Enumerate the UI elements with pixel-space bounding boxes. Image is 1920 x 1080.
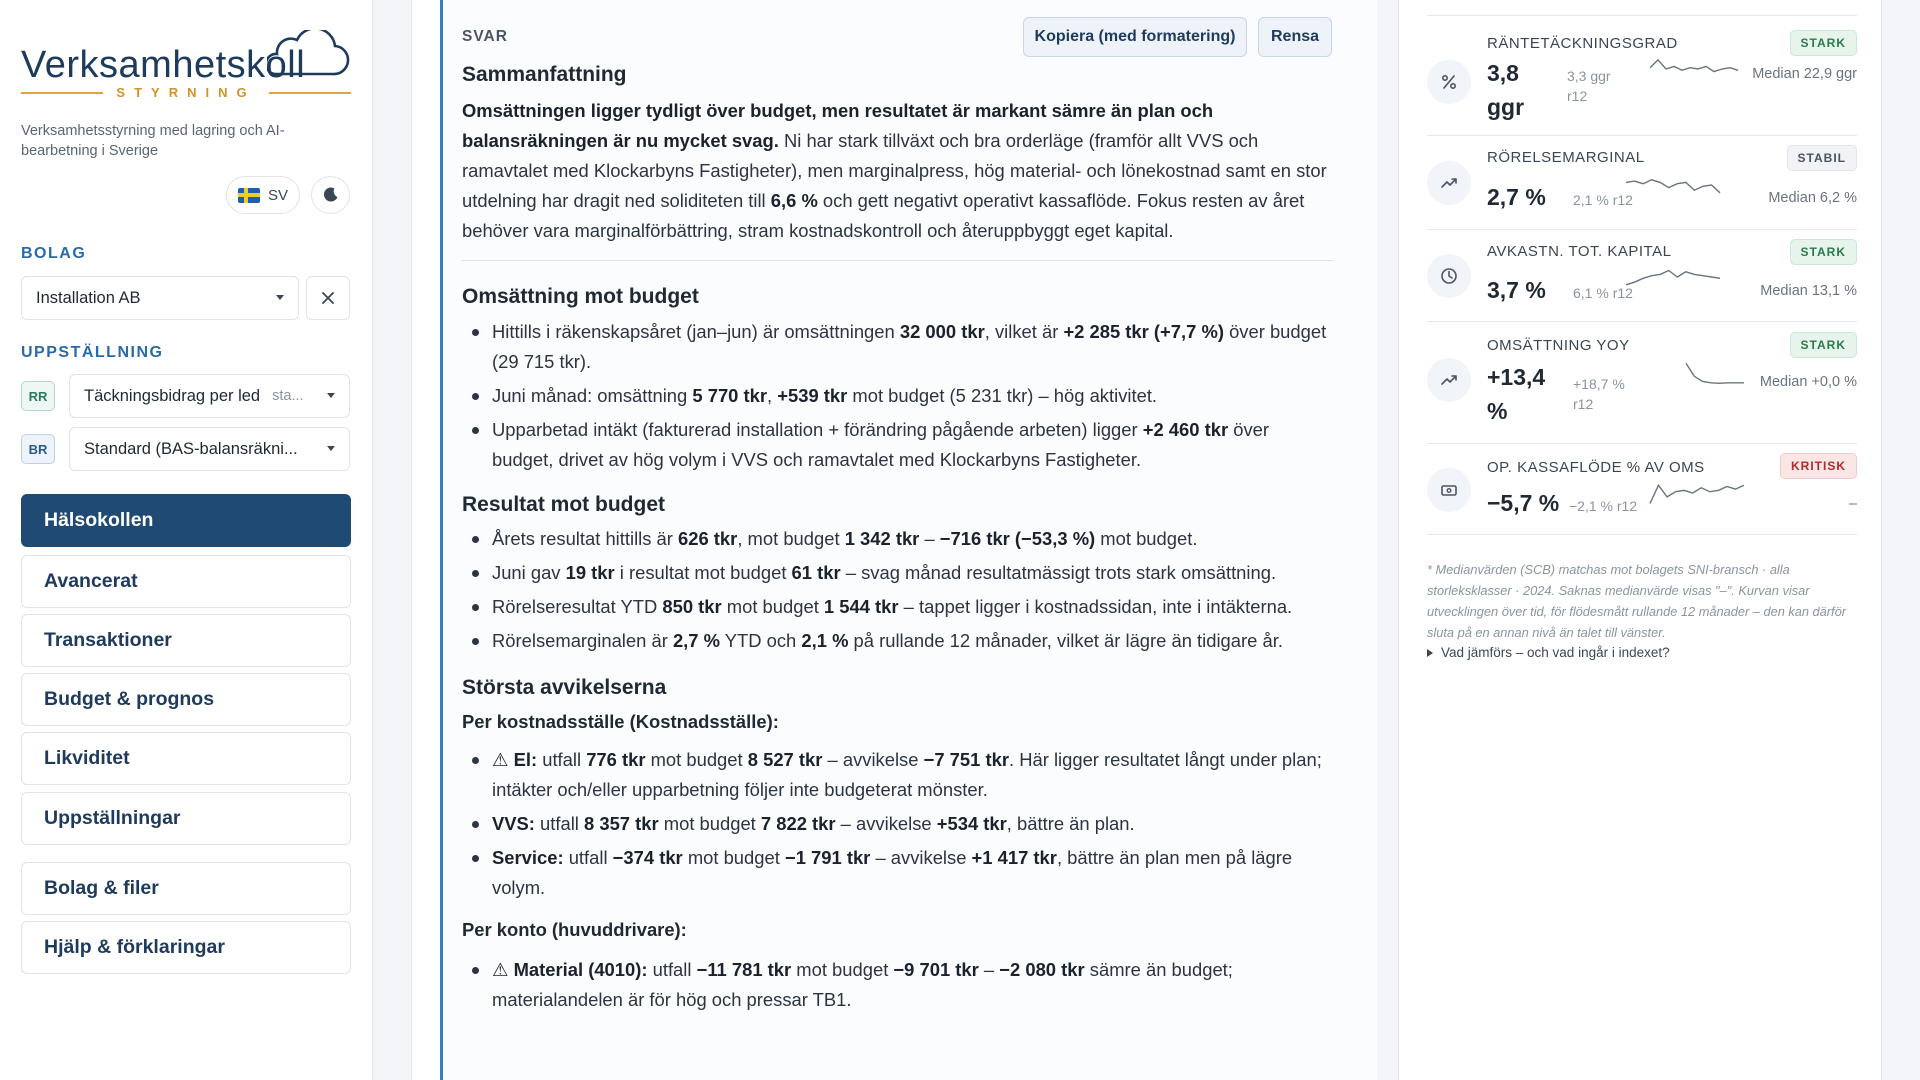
layout-label: UPPSTÄLLNING [21, 344, 164, 361]
result-heading: Resultat mot budget [462, 493, 665, 516]
br-layout-select[interactable] [69, 427, 350, 471]
cloud-icon [267, 30, 351, 80]
logo-wordmark: Verksamhetskoll [21, 44, 306, 86]
language-button[interactable] [226, 176, 300, 214]
account-heading: Per konto (huvuddrivare): [462, 919, 687, 940]
kpi-sparkline [1685, 360, 1745, 390]
logo-line-right [269, 92, 351, 94]
chevron-down-icon [276, 295, 284, 300]
kpi-sparkline [1625, 170, 1721, 200]
nav-halsokollen[interactable]: Hälsokollen [21, 494, 351, 547]
kpi-panel [1398, 0, 1882, 1080]
status-badge: STABIL [1787, 145, 1857, 171]
rr-layout-value: Täckningsbidrag per led [84, 386, 261, 405]
sparkline-path [1650, 60, 1738, 72]
list-item: Rörelsemarginalen är 2,7 % YTD och 2,1 % på rullande 12 månader, vilket är lägre än tidigare år. [462, 626, 1334, 656]
summary-heading: Sammanfattning [462, 63, 627, 86]
status-badge: STARK [1790, 332, 1857, 358]
language-code: SV [267, 186, 288, 204]
company-label: BOLAG [21, 245, 87, 262]
logo-subtitle: STYRNING [116, 85, 256, 100]
kpi-median: – [1848, 496, 1857, 512]
kpi-value: 3,8 ggr [1487, 60, 1525, 120]
kpi-sparkline [1649, 54, 1739, 84]
list-item: Rörelseresultat YTD 850 tkr mot budget 1 544 tkr – tappet ligger i kostnadssidan, inte i intäkterna. [462, 592, 1334, 622]
nav-likviditet[interactable]: Likviditet [21, 732, 351, 785]
kpi-name: RÄNTETÄCKNINGSGRAD [1487, 35, 1678, 52]
list-item: Upparbetad intäkt (fakturerad installation + förändring pågående arbeten) ligger +2 460 tkr över budget, drivet av hög volym i VVS och ramavtalet med Klockarbyns Fastigheter. [462, 415, 1334, 475]
percent-icon [1427, 60, 1471, 104]
copy-formatted-button[interactable]: Kopiera (med formatering) [1023, 17, 1247, 57]
result-list [462, 524, 1334, 656]
kpi-row-revenue-yoy[interactable] [1427, 321, 1857, 443]
kpi-row-interest-coverage[interactable] [1427, 15, 1857, 135]
company-value: Installation AB [36, 288, 141, 307]
sweden-flag-icon [238, 188, 260, 203]
br-layout-value: Standard (BAS-balansräkni... [84, 439, 298, 458]
company-select[interactable] [21, 276, 299, 320]
list-item: Årets resultat hittills är 626 tkr, mot budget 1 342 tkr – −716 tkr (−53,3 %) mot budget. [462, 524, 1334, 554]
kpi-previous: +18,7 % r12 [1573, 376, 1625, 412]
list-item: ⚠ El: utfall 776 tkr mot budget 8 527 tkr – avvikelse −7 751 tkr. Här ligger resultatet långt under plan; intäkter och/eller upparbetning följer inte budgeterat mönster. [462, 745, 1334, 805]
kpi-row-return-on-assets[interactable] [1427, 229, 1857, 321]
close-icon [321, 291, 335, 305]
rr-layout-hint: sta... [272, 388, 304, 404]
summary-paragraph: Omsättningen ligger tydligt över budget, men resultatet är markant sämre än plan och balansräkningen är nu mycket svag. Ni har stark tillväxt och bra orderläge (framför allt VVS och ramavtalet med Klockarbyns Fastigheter), men marginalpress, hög material- och lönekostnad samt en stor utdelning har dragit ned soliditeten till 6,6 % och gett negativt operativt kassaflöde. Fokus resten av året behöver vara marginalförbättring, stram kostnadskontroll och återuppbyggt eget kapital. [462, 100, 1327, 241]
list-item: Juni månad: omsättning 5 770 tkr, +539 tkr mot budget (5 231 tkr) – hög aktivitet. [462, 381, 1334, 411]
gauge-icon [1427, 254, 1471, 298]
kpi-previous: 6,1 % r12 [1573, 285, 1633, 301]
kpi-name: AVKASTN. TOT. KAPITAL [1487, 243, 1672, 260]
kpi-value: 2,7 % [1487, 184, 1546, 210]
status-badge: STARK [1790, 239, 1857, 265]
status-badge: KRITISK [1780, 453, 1857, 479]
revenue-heading: Omsättning mot budget [462, 285, 699, 308]
index-details-toggle[interactable] [1427, 645, 1670, 660]
nav-uppstallningar[interactable]: Uppställningar [21, 792, 351, 845]
kpi-previous: −2,1 % r12 [1569, 498, 1638, 514]
list-item: Juni gav 19 tkr i resultat mot budget 61 tkr – svag månad resultatmässigt trots stark omsättning. [462, 558, 1334, 588]
kpi-row-operating-margin[interactable] [1427, 135, 1857, 229]
nav-bolag-filer[interactable]: Bolag & filer [21, 862, 351, 915]
moon-icon [322, 186, 340, 204]
list-item: ⚠ Material (4010): utfall −11 781 tkr mot budget −9 701 tkr – −2 080 tkr sämre än budget; materialandelen är för hög och pressar TB1. [462, 955, 1334, 1015]
clear-company-button[interactable] [306, 276, 350, 320]
nav-transaktioner[interactable]: Transaktioner [21, 614, 351, 667]
rr-tag: RR [21, 381, 55, 411]
details-label: Vad jämförs – och vad ingår i indexet? [1441, 645, 1670, 660]
sparkline-path [1650, 485, 1744, 503]
kpi-sparkline [1649, 478, 1745, 508]
cash-icon [1427, 468, 1471, 512]
account-list [462, 955, 1334, 1015]
kpi-row-operating-cashflow[interactable] [1427, 443, 1857, 535]
chevron-down-icon [327, 393, 335, 398]
theme-toggle-button[interactable] [311, 176, 350, 214]
kpi-value: +13,4 % [1487, 364, 1546, 424]
divider [462, 260, 1334, 261]
status-badge: STARK [1790, 30, 1857, 56]
list-item: Service: utfall −374 tkr mot budget −1 791 tkr – avvikelse +1 417 tkr, bättre än plan men på lägre volym. [462, 843, 1334, 903]
tagline: Verksamhetsstyrning med lagring och AI-bearbetning i Sverige [21, 123, 285, 159]
logo-line-left [21, 92, 103, 94]
kpi-name: RÖRELSEMARGINAL [1487, 149, 1645, 166]
cost-center-heading: Per kostnadsställe (Kostnadsställe): [462, 711, 779, 732]
br-tag: BR [21, 434, 55, 464]
answer-panel [440, 0, 1377, 1080]
sparkline-path [1626, 180, 1720, 193]
kpi-value: 3,7 % [1487, 277, 1546, 303]
kpi-name: OP. KASSAFLÖDE % AV OMS [1487, 459, 1705, 476]
sidebar [0, 0, 373, 1080]
kpi-previous: 3,3 ggr r12 [1567, 68, 1611, 104]
kpi-name: OMSÄTTNING YOY [1487, 337, 1630, 354]
sparkline-path [1626, 271, 1720, 285]
kpi-value: −5,7 % [1487, 490, 1560, 516]
triangle-right-icon [1427, 649, 1433, 657]
kpi-sparkline [1625, 262, 1721, 292]
kpi-median: Median 22,9 ggr [1752, 66, 1857, 82]
chevron-down-icon [327, 446, 335, 451]
app-logo[interactable] [21, 26, 341, 104]
list-item: Hittills i räkenskapsåret (jan–jun) är omsättningen 32 000 tkr, vilket är +2 285 tkr (+7,7 %) över budget (29 715 tkr). [462, 317, 1334, 377]
deviations-heading: Största avvikelserna [462, 676, 667, 699]
rr-layout-select[interactable] [69, 374, 350, 418]
nav-avancerat[interactable]: Avancerat [21, 555, 351, 608]
trend-up-icon [1427, 358, 1471, 402]
nav-hjalp[interactable]: Hjälp & förklaringar [21, 921, 351, 974]
nav-budget-prognos[interactable]: Budget & prognos [21, 673, 351, 726]
kpi-median: Median +0,0 % [1759, 374, 1857, 390]
median-footnote: * Medianvärden (SCB) matchas mot bolagets SNI-bransch · alla storleksklasser · 2024. Saknas medianvärde visas "–". Kurvan visar utvecklingen över tid, för flödesmått rullande 12 månader – den kan därför sluta på en annan nivå än talet till vänster. [1427, 562, 1846, 640]
revenue-list [462, 317, 1334, 475]
answer-content [462, 61, 1334, 1015]
kpi-median: Median 13,1 % [1760, 283, 1857, 299]
clear-answer-button[interactable]: Rensa [1258, 17, 1332, 57]
trend-up-icon [1427, 161, 1471, 205]
answer-card [411, 0, 1377, 1080]
sparkline-path [1686, 363, 1744, 383]
answer-label: SVAR [462, 28, 508, 45]
kpi-median: Median 6,2 % [1768, 190, 1857, 206]
list-item: VVS: utfall 8 357 tkr mot budget 7 822 tkr – avvikelse +534 tkr, bättre än plan. [462, 809, 1334, 839]
cost-center-list [462, 745, 1334, 903]
kpi-previous: 2,1 % r12 [1573, 192, 1633, 208]
